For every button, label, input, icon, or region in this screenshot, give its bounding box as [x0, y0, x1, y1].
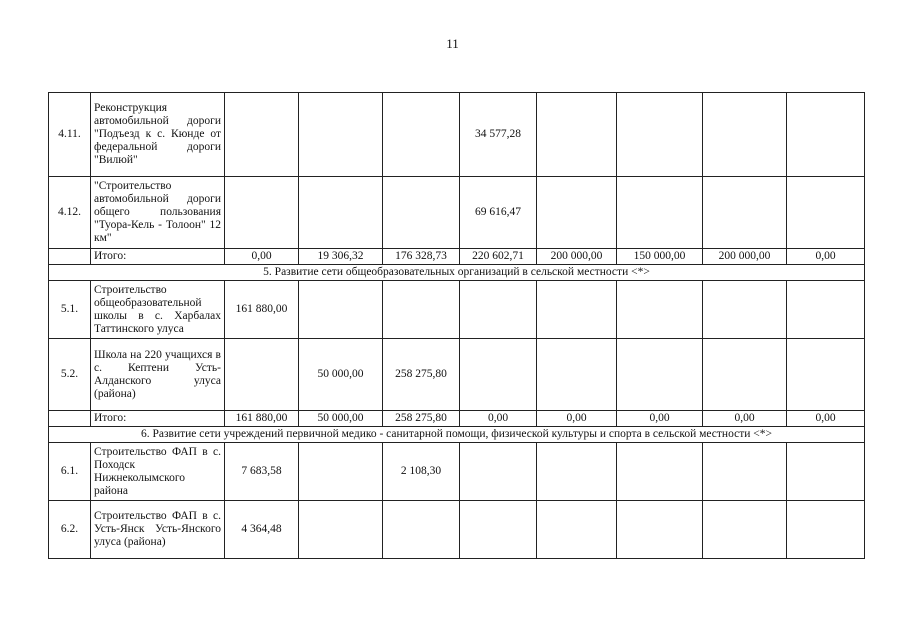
- value-cell: [537, 281, 617, 339]
- row-number: 4.12.: [49, 177, 91, 249]
- value-cell: [225, 339, 299, 411]
- section-title: 6. Развитие сети учреждений первичной медико - санитарной помощи, физической культуры и спорта в сельской местности <*>: [49, 427, 865, 443]
- value-cell: [383, 501, 460, 559]
- row-name: Школа на 220 учащихся в с. Кептени Усть-Алданского улуса (района): [91, 339, 225, 411]
- funding-table: [48, 92, 865, 559]
- value-cell: [787, 339, 865, 411]
- value-cell: [299, 443, 383, 501]
- value-cell: 4 364,48: [225, 501, 299, 559]
- value-cell: 50 000,00: [299, 339, 383, 411]
- value-cell: [617, 281, 703, 339]
- value-cell: [617, 443, 703, 501]
- value-cell: [537, 177, 617, 249]
- total-value: 0,00: [225, 249, 299, 265]
- total-value: 0,00: [460, 411, 537, 427]
- total-label: Итого:: [91, 249, 225, 265]
- page-number: 11: [446, 36, 459, 51]
- row-name: Строительство ФАП в с. Усть-Янск Усть-Янского улуса (района): [91, 501, 225, 559]
- value-cell: [703, 501, 787, 559]
- row-number: [49, 249, 91, 265]
- value-cell: [383, 177, 460, 249]
- row-name: Реконструкция автомобильной дороги "Подъезд к с. Кюнде от федеральной дороги "Вилюй": [91, 93, 225, 177]
- value-cell: [460, 501, 537, 559]
- value-cell: [787, 501, 865, 559]
- value-cell: [225, 93, 299, 177]
- value-cell: [617, 177, 703, 249]
- value-cell: [383, 281, 460, 339]
- total-value: 0,00: [787, 249, 865, 265]
- value-cell: [787, 177, 865, 249]
- value-cell: [703, 281, 787, 339]
- row-name: Строительство ФАП в с. Походск Нижнеколымского района: [91, 443, 225, 501]
- total-value: 0,00: [703, 411, 787, 427]
- value-cell: [703, 177, 787, 249]
- value-cell: 7 683,58: [225, 443, 299, 501]
- row-number: 4.11.: [49, 93, 91, 177]
- value-cell: [460, 339, 537, 411]
- value-cell: [617, 93, 703, 177]
- total-value: 0,00: [537, 411, 617, 427]
- value-cell: [617, 339, 703, 411]
- row-number: 5.2.: [49, 339, 91, 411]
- total-value: 0,00: [787, 411, 865, 427]
- row-number: 6.1.: [49, 443, 91, 501]
- value-cell: [537, 501, 617, 559]
- total-value: 220 602,71: [460, 249, 537, 265]
- total-value: 200 000,00: [537, 249, 617, 265]
- value-cell: 2 108,30: [383, 443, 460, 501]
- value-cell: [787, 443, 865, 501]
- value-cell: [383, 93, 460, 177]
- value-cell: [537, 93, 617, 177]
- section-title: 5. Развитие сети общеобразовательных организаций в сельской местности <*>: [49, 265, 865, 281]
- section-row: [49, 427, 865, 443]
- total-label: Итого:: [91, 411, 225, 427]
- total-row: [49, 411, 865, 427]
- value-cell: [299, 281, 383, 339]
- row-number: [49, 411, 91, 427]
- table-row: [49, 281, 865, 339]
- table-row: [49, 177, 865, 249]
- value-cell: 69 616,47: [460, 177, 537, 249]
- row-name: "Строительство автомобильной дороги общего пользования "Туора-Кель - Толоон" 12 км": [91, 177, 225, 249]
- value-cell: 161 880,00: [225, 281, 299, 339]
- total-value: 0,00: [617, 411, 703, 427]
- total-value: 50 000,00: [299, 411, 383, 427]
- table-row: [49, 443, 865, 501]
- value-cell: [703, 93, 787, 177]
- value-cell: [225, 177, 299, 249]
- row-number: 6.2.: [49, 501, 91, 559]
- row-name: Строительство общеобразовательной школы в с. Харбалах Таттинского улуса: [91, 281, 225, 339]
- total-value: 19 306,32: [299, 249, 383, 265]
- total-row: [49, 249, 865, 265]
- value-cell: [460, 443, 537, 501]
- section-row: [49, 265, 865, 281]
- table-row: [49, 93, 865, 177]
- value-cell: [703, 443, 787, 501]
- table-row: [49, 339, 865, 411]
- value-cell: 258 275,80: [383, 339, 460, 411]
- value-cell: [299, 177, 383, 249]
- value-cell: [537, 443, 617, 501]
- value-cell: 34 577,28: [460, 93, 537, 177]
- total-value: 200 000,00: [703, 249, 787, 265]
- value-cell: [787, 93, 865, 177]
- total-value: 150 000,00: [617, 249, 703, 265]
- value-cell: [703, 339, 787, 411]
- value-cell: [537, 339, 617, 411]
- row-number: 5.1.: [49, 281, 91, 339]
- value-cell: [299, 501, 383, 559]
- value-cell: [617, 501, 703, 559]
- value-cell: [787, 281, 865, 339]
- value-cell: [460, 281, 537, 339]
- total-value: 176 328,73: [383, 249, 460, 265]
- table-row: [49, 501, 865, 559]
- total-value: 258 275,80: [383, 411, 460, 427]
- total-value: 161 880,00: [225, 411, 299, 427]
- value-cell: [299, 93, 383, 177]
